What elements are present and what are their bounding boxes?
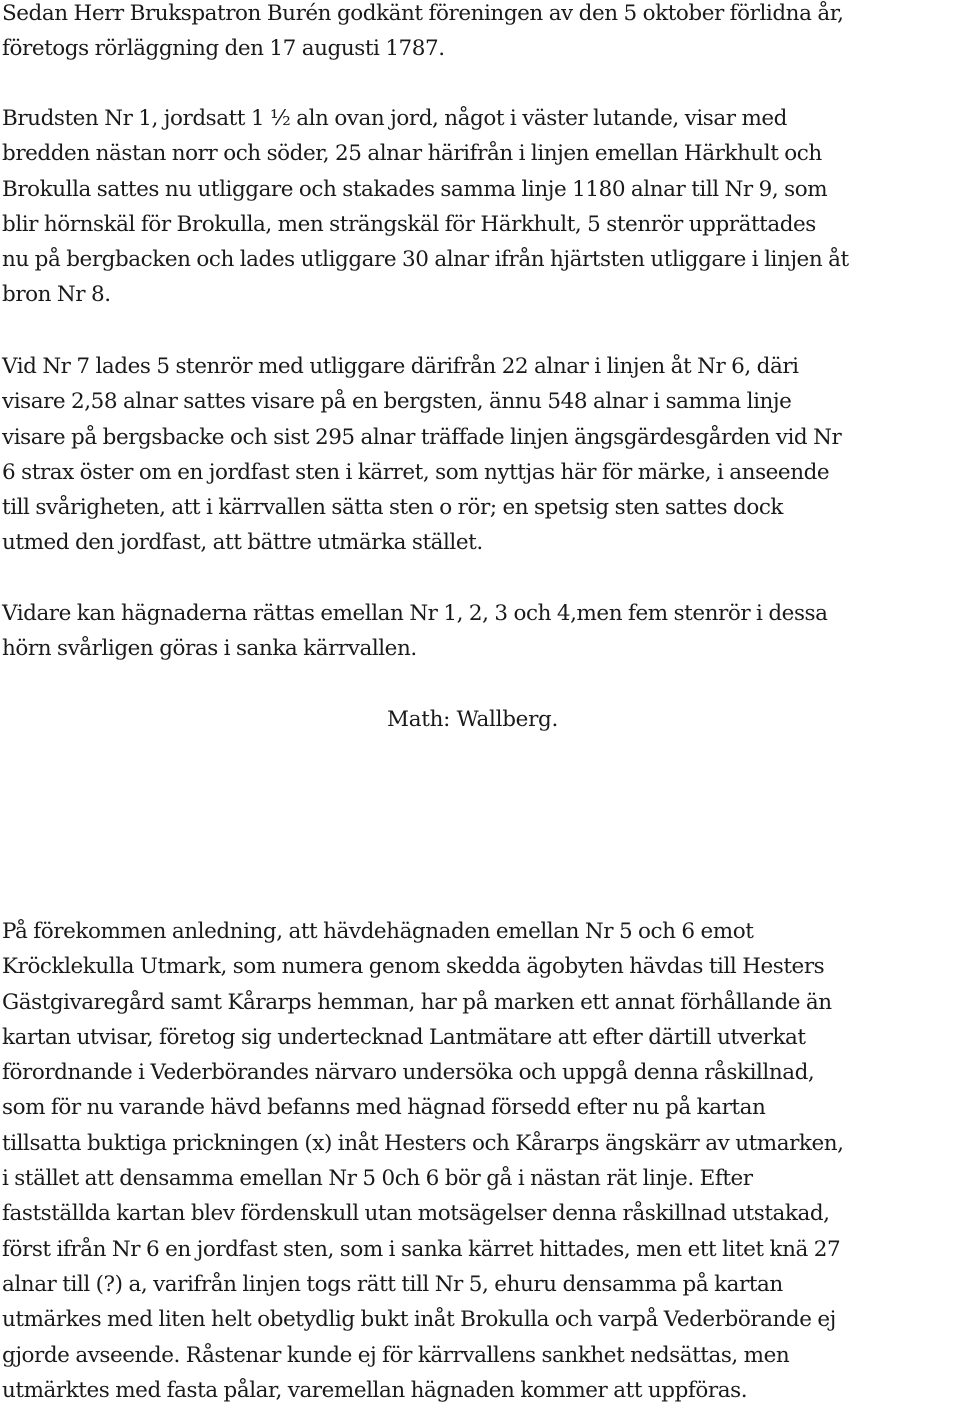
paragraph-raskillnad: På förekommen anledning, att hävdehägnaden emellan Nr 5 och 6 emot Kröcklekulla Utmark, som numera genom skedda ägobyten hävdas till Hesters Gästgivaregård samt Kårarps hemman, har på marken ett annat förhållande än kartan utvisar, företog sig undertecknad Lantmätare att efter därtill utverkat förordnande i Vederbörandes närvaro undersöka och uppgå denna råskillnad, som för nu varande hävd befanns med hägnad försedd efter nu på kartan tillsatta buktiga prickningen (x) inåt Hesters och Kårarps ängskärr av utmarken, i stället att densamma emellan Nr 5 0ch 6 bör gå i nästan rät linje. Efter fastställda kartan blev fördenskull utan motsägelser denna råskillnad utstakad, först ifrån Nr 6 en jordfast sten, som i sanka kärret hittades, men ett litet knä 27 alnar till (?) a, varifrån linjen togs rätt till Nr 5, ehuru densamma på kartan utmärkes med liten helt obetydlig bukt inåt Brokulla och varpå Vederbörande ej gjorde avseende. Råstenar kunde ej för kärrvallens sankhet nedsättas, men utmärktes med fasta pålar, varemellan hägnaden kommer att uppföras. [2,919,844,1403]
paragraph-hagnader: Vidare kan hägnaderna rättas emellan Nr 1, 2, 3 och 4,men fem stenrör i dessa hörn svårligen göras i sanka kärrvallen. [2,601,828,662]
signature: Math: Wallberg. [387,707,559,732]
paragraph-nr7: Vid Nr 7 lades 5 stenrör med utliggare därifrån 22 alnar i linjen åt Nr 6, däri visare 2,58 alnar sattes visare på en bergsten, ännu 548 alnar i samma linje visare på bergsbacke och sist 295 alnar träffade linjen ängsgärdesgården vid Nr 6 strax öster om en jordfast sten i kärret, som nyttjas här för märke, i anseende till svårigheten, att i kärrvallen sätta sten o rör; en spetsig sten sattes dock utmed den jordfast, att bättre utmärka stället. [2,354,842,556]
paragraph-brudsten: Brudsten Nr 1, jordsatt 1 ½ aln ovan jord, något i väster lutande, visar med bredden nästan norr och söder, 25 alnar härifrån i linjen emellan Härkhult och Brokulla sattes nu utliggare och stakades samma linje 1180 alnar till Nr 9, som blir hörnskäl för Brokulla, men strängskäl för Härkhult, 5 stenrör upprättades nu på bergbacken och lades utliggare 30 alnar ifrån hjärtsten utliggare i linjen åt bron Nr 8. [2,106,849,308]
paragraph-approval: Sedan Herr Brukspatron Burén godkänt föreningen av den 5 oktober förlidna år, företogs rörläggning den 17 augusti 1787. [2,1,844,62]
